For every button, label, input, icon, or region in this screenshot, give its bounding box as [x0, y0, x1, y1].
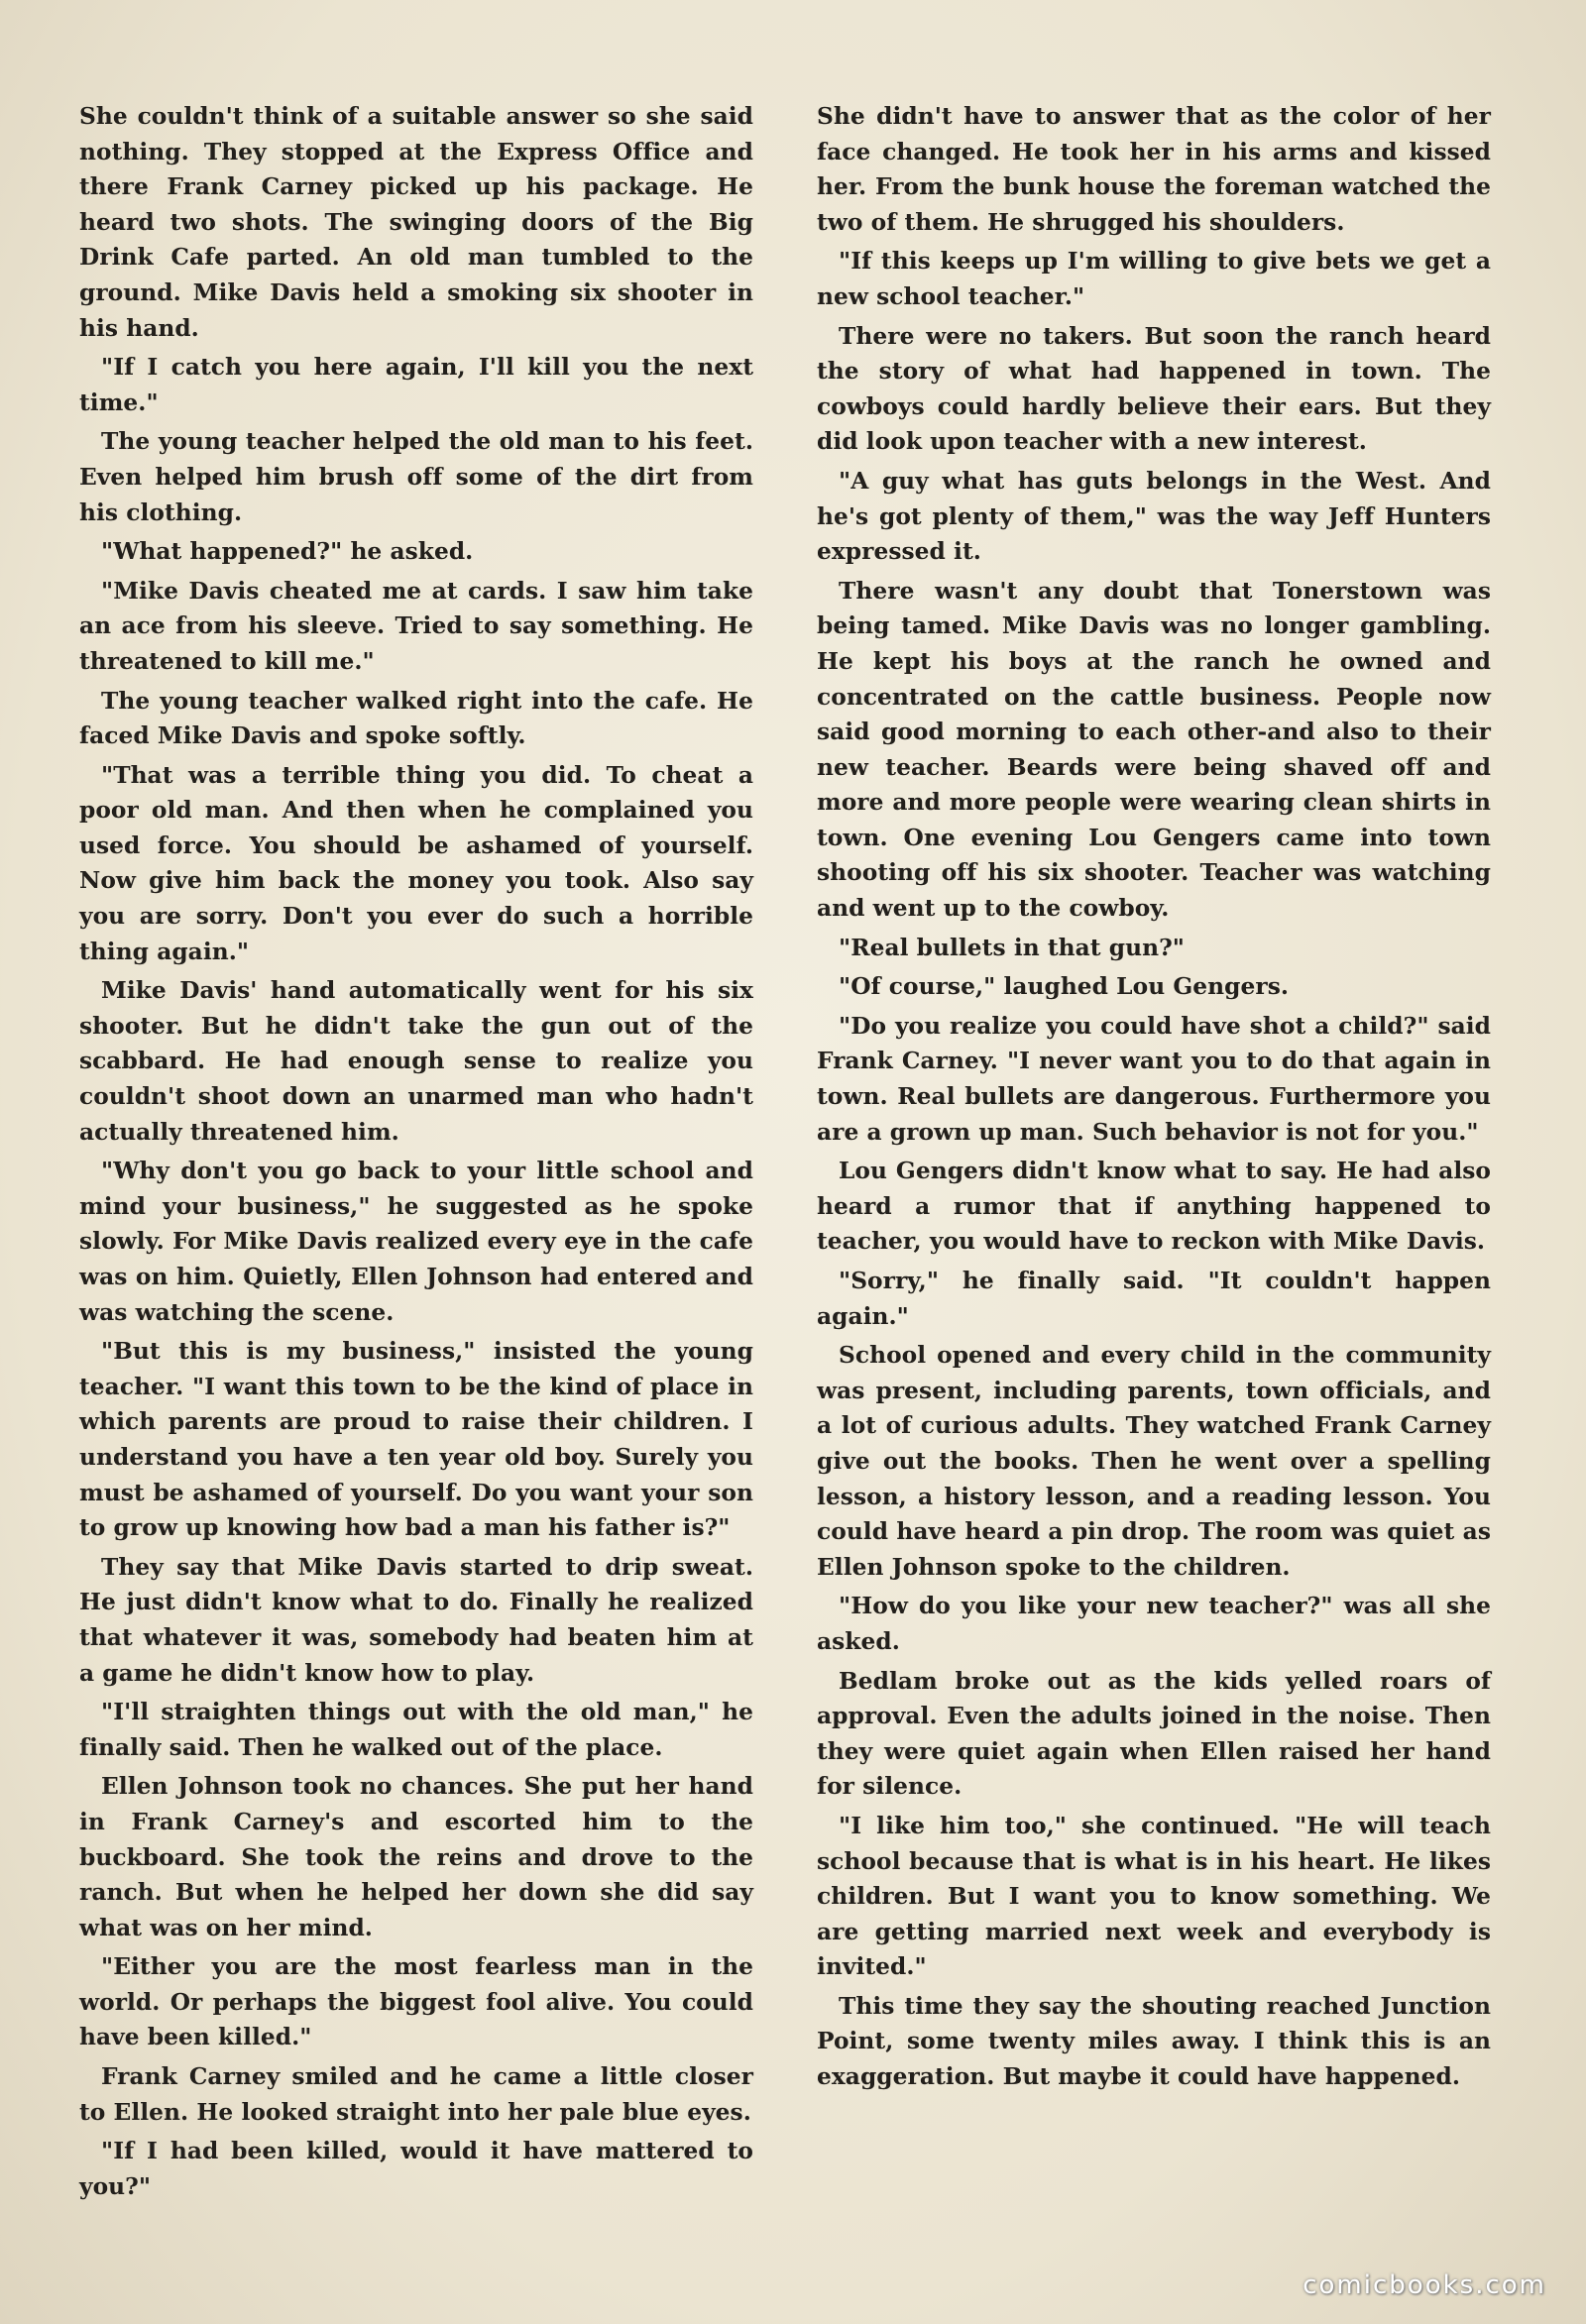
paragraph: Ellen Johnson took no chances. She put her hand in Frank Carney's and escorted him to the buckboard. She took the reins and drove to the ranch. But when he helped her down she did say what was on her mind.	[79, 1773, 753, 1941]
paragraph: "Do you realize you could have shot a child?" said Frank Carney. "I never want you to do that again in town. Real bullets are dangerous. Furthermore you are a grown up man. Such behavior is not for you."	[817, 1012, 1491, 1146]
paragraph: The young teacher walked right into the cafe. He faced Mike Davis and spoke softly.	[79, 687, 753, 750]
paragraph: She couldn't think of a suitable answer so she said nothing. They stopped at the Express Office and there Frank Carney picked up his package. He heard two shots. The swinging doors of the Big Drink Cafe parted. An old man tumbled to the ground. Mike Davis held a smoking six shooter in his hand.	[79, 103, 753, 342]
paragraph: Mike Davis' hand automatically went for his six shooter. But he didn't take the gun out of the scabbard. He had enough sense to realize you couldn't shoot down an unarmed man who hadn't actually threatened him.	[79, 977, 753, 1146]
paragraph: "Either you are the most fearless man in the world. Or perhaps the biggest fool alive. You could have been killed."	[79, 1953, 753, 2051]
paragraph: "I like him too," she continued. "He will teach school because that is what is in his heart. He likes children. But I want you to know something. We are getting married next week and everybody is invited."	[817, 1812, 1491, 1981]
paragraph: Lou Gengers didn't know what to say. He had also heard a rumor that if anything happened to teacher, you would have to reckon with Mike Davis.	[817, 1158, 1491, 1256]
paragraph: There wasn't any doubt that Tonerstown was being tamed. Mike Davis was no longer gambling. He kept his boys at the ranch he owned and concentrated on the cattle business. People now said good morning to each other-and also to their new teacher. Beards were being shaved off and more and more people were wearing clean shirts in town. One evening Lou Gengers came into town shooting off his six shooter. Teacher was watching and went up to the cowboy.	[817, 577, 1491, 923]
paragraph: "What happened?" he asked.	[101, 538, 474, 566]
watermark: comicbooks.com	[1303, 2270, 1546, 2300]
paragraph: "I'll straighten things out with the old man," he finally said. Then he walked out of the place.	[79, 1699, 753, 1761]
paragraph: "Sorry," he finally said. "It couldn't happen again."	[817, 1268, 1491, 1330]
paragraph: "Why don't you go back to your little school and mind your business," he suggested as he spoke slowly. For Mike Davis realized every eye in the cafe was on him. Quietly, Ellen Johnson had entered and was watching the scene.	[79, 1158, 753, 1326]
paragraph: "If I had been killed, would it have mattered to you?"	[79, 2138, 753, 2200]
left-text-column	[79, 99, 753, 2208]
paragraph: "If this keeps up I'm willing to give bets we get a new school teacher."	[817, 248, 1491, 310]
paragraph: "Mike Davis cheated me at cards. I saw him take an ace from his sleeve. Tried to say something. He threatened to kill me."	[79, 577, 753, 675]
paragraph: "That was a terrible thing you did. To cheat a poor old man. And then when he complained you used force. You should be ashamed of yourself. Now give him back the money you took. Also say you are sorry. Don't you ever do such a horrible thing again."	[79, 761, 753, 965]
paragraph: She didn't have to answer that as the color of her face changed. He took her in his arms and kissed her. From the bunk house the foreman watched the two of them. He shrugged his shoulders.	[817, 103, 1491, 236]
paragraph: "A guy what has guts belongs in the West. And he's got plenty of them," was the way Jeff Hunters expressed it.	[817, 467, 1491, 566]
paragraph: Bedlam broke out as the kids yelled roars of approval. Even the adults joined in the noise. Then they were quiet again when Ellen raised her hand for silence.	[817, 1667, 1491, 1801]
paragraph: Frank Carney smiled and he came a little closer to Ellen. He looked straight into her pale blue eyes.	[79, 2063, 753, 2126]
paragraph: School opened and every child in the community was present, including parents, town officials, and a lot of curious adults. They watched Frank Carney give out the books. Then he went over a spelling lesson, a history lesson, and a reading lesson. You could have heard a pin drop. The room was quiet as Ellen Johnson spoke to the children.	[817, 1342, 1491, 1581]
paragraph: "Real bullets in that gun?"	[839, 934, 1185, 961]
right-text-column	[817, 99, 1491, 2099]
paragraph: "Of course," laughed Lou Gengers.	[839, 973, 1290, 1001]
paragraph: "If I catch you here again, I'll kill you the next time."	[79, 354, 753, 416]
paragraph: There were no takers. But soon the ranch heard the story of what had happened in town. The cowboys could hardly believe their ears. But they did look upon teacher with a new interest.	[817, 322, 1491, 456]
paragraph: "How do you like your new teacher?" was all she asked.	[817, 1593, 1491, 1655]
paragraph: This time they say the shouting reached Junction Point, some twenty miles away. I think this is an exaggeration. But maybe it could have happened.	[817, 1992, 1491, 2091]
paragraph: The young teacher helped the old man to his feet. Even helped him brush off some of the dirt from his clothing.	[79, 428, 753, 526]
paragraph: They say that Mike Davis started to drip sweat. He just didn't know what to do. Finally he realized that whatever it was, somebody had beaten him at a game he didn't know how to play.	[79, 1553, 753, 1687]
paragraph: "But this is my business," insisted the young teacher. "I want this town to be the kind of place in which parents are proud to raise their children. I understand you have a ten year old boy. Surely you must be ashamed of yourself. Do you want your son to grow up knowing how bad a man his father is?"	[79, 1338, 753, 1542]
